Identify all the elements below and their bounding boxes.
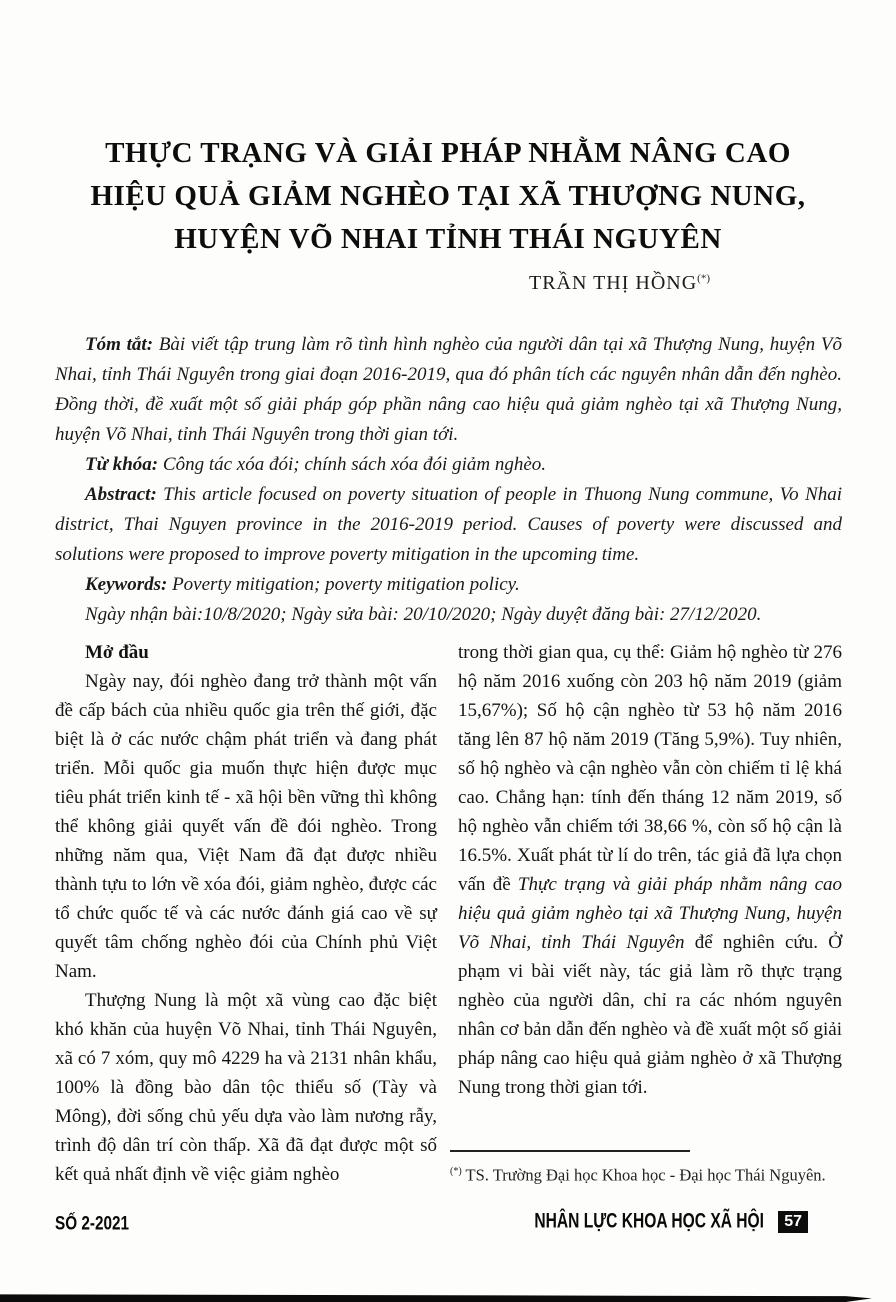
tu-khoa-text: Công tác xóa đói; chính sách xóa đói giảm nghèo. [158, 454, 546, 475]
abstract-text: This article focused on poverty situation of people in Thuong Nung commune, Vo Nhai district, Thai Nguyen province in the 2016-2019 period. Causes of poverty were discussed and solutions were proposed to improve poverty mitigation in the upcoming time. [55, 484, 842, 565]
dates-line: Ngày nhận bài:10/8/2020; Ngày sửa bài: 20/10/2020; Ngày duyệt đăng bài: 27/12/2020. [85, 604, 762, 625]
body-column-right [458, 638, 842, 1102]
tom-tat-paragraph [55, 330, 842, 450]
footnote-body: TS. Trường Đại học Khoa học - Đại học Thái Nguyên. [461, 1165, 826, 1185]
article-title-line-3: HUYỆN VÕ NHAI TỈNH THÁI NGUYÊN [174, 223, 722, 255]
footnote-text [450, 1161, 842, 1186]
keywords-text: Poverty mitigation; poverty mitigation policy. [167, 574, 520, 595]
footnote-mark: (*) [450, 1166, 462, 1177]
abstract-en-paragraph [55, 480, 842, 570]
tom-tat-label: Tóm tắt: [85, 334, 154, 355]
body-right-text-italic: Thực trạng và giải pháp nhằm nâng cao hiệu quả giảm nghèo tại xã Thượng Nung, huyện Võ Nhai, tỉnh Thái Nguyên [458, 874, 842, 953]
tom-tat-text: Bài viết tập trung làm rõ tình hình nghèo của người dân tại xã Thượng Nung, huyện Võ Nhai, tỉnh Thái Nguyên trong giai đoạn 2016-2019, qua đó phân tích các nguyên nhân dẫn đến nghèo. Đồng thời, đề xuất một số giải pháp góp phần nâng cao hiệu quả giảm nghèo tại xã Thượng Nung, huyện Võ Nhai, tỉnh Thái Nguyên trong thời gian tới. [55, 334, 842, 445]
article-title [48, 132, 848, 261]
body-paragraph: Thượng Nung là một xã vùng cao đặc biệt khó khăn của huyện Võ Nhai, tỉnh Thái Nguyên, xã có 7 xóm, quy mô 4229 ha và 2131 nhân khẩu, 100% là đồng bào dân tộc thiểu số (Tày và Mông), đời sống chủ yếu dựa vào làm nương rẫy, trình độ dân trí còn thấp. Xã đã đạt được một số kết quả nhất định về việc giảm nghèo [55, 990, 437, 1185]
footer-journal-group [484, 1211, 808, 1233]
body-right-text-2: để nghiên cứu. Ở phạm vi bài viết này, tác giả làm rõ thực trạng nghèo của người dân, chỉ ra các nhóm nguyên nhân cơ bản dẫn đến nghèo và đề xuất một số giải pháp nâng cao hiệu quả giảm nghèo ở xã Thượng Nung trong thời gian tới. [458, 932, 842, 1098]
body-column-left [55, 638, 437, 1189]
footer-issue-number: SỐ 2-2021 [55, 1211, 130, 1234]
abstract-label: Abstract: [85, 484, 157, 505]
footer-journal-name: NHÂN LỰC KHOA HỌC XÃ HỘI [534, 1209, 765, 1234]
body-paragraph-continued [458, 638, 842, 1102]
article-title-line-1: THỰC TRẠNG VÀ GIẢI PHÁP NHẰM NÂNG CAO [105, 137, 791, 169]
body-paragraph: Ngày nay, đói nghèo đang trở thành một vấn đề cấp bách của nhiều quốc gia trên thế giới, đặc biệt là ở các nước chậm phát triển và đang phát triển. Mỗi quốc gia muốn thực hiện được mục tiêu phát triển kinh tế - xã hội bền vững thì không thể không giải quyết vấn đề đói nghèo. Trong những năm qua, Việt Nam đã đạt được nhiều thành tựu to lớn về xóa đói, giảm nghèo, được các tổ chức quốc tế và các nước đánh giá cao về sự quyết tâm chống nghèo đói của Chính phủ Việt Nam. [55, 671, 437, 982]
article-title-line-2: HIỆU QUẢ GIẢM NGHÈO TẠI XÃ THƯỢNG NUNG, [90, 180, 806, 212]
author-line [529, 272, 710, 295]
tu-khoa-paragraph [55, 450, 842, 480]
tu-khoa-label: Từ khóa: [85, 454, 159, 475]
scan-edge-artifact [0, 1293, 872, 1302]
footnote [450, 1150, 842, 1186]
body-right-text-1: trong thời gian qua, cụ thể: Giảm hộ nghèo từ 276 hộ năm 2016 xuống còn 203 hộ năm 2019 (giảm 15,67%); Số hộ cận nghèo từ 53 hộ năm 2016 tăng lên 87 hộ năm 2019 (Tăng 5,9%). Tuy nhiên, số hộ nghèo và cận nghèo vẫn còn chiếm tỉ lệ khá cao. Chẳng hạn: tính đến tháng 12 năm 2019, số hộ nghèo vẫn chiếm tới 38,66 %, còn số hộ cận là 16.5%. Xuất phát từ lí do trên, tác giả đã lựa chọn vấn đề [458, 642, 842, 895]
footer-page-number: 57 [778, 1211, 808, 1233]
keywords-label: Keywords: [85, 574, 168, 595]
abstract-block [55, 330, 842, 630]
author-footnote-mark: (*) [697, 272, 710, 285]
footnote-rule [450, 1150, 690, 1152]
keywords-paragraph [55, 570, 842, 600]
section-heading: Mở đầu [85, 642, 149, 663]
author-name: TRẦN THỊ HỒNG [528, 272, 698, 294]
